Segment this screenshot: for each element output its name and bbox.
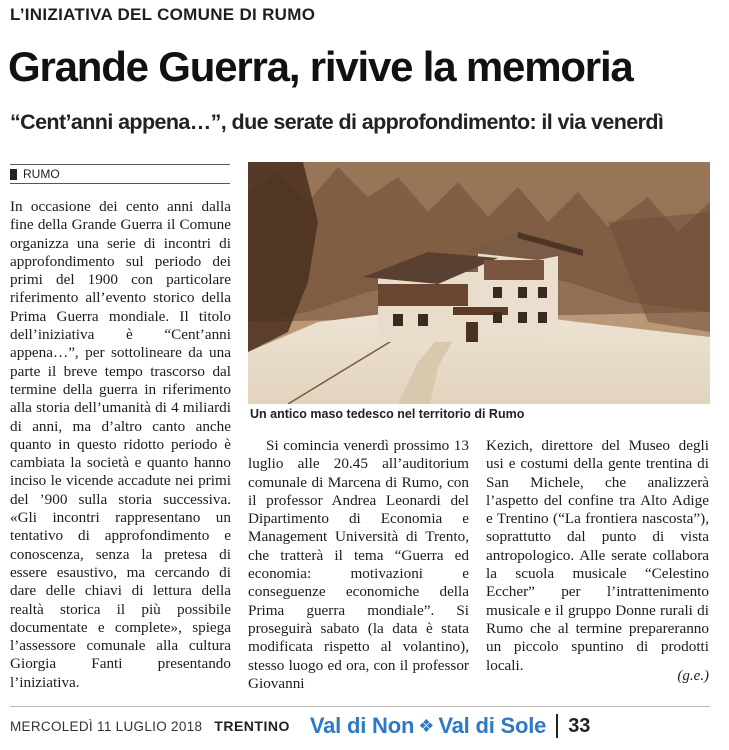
body-column-3	[486, 437, 709, 675]
farmhouse-photo-image	[248, 162, 710, 404]
article-kicker: L’INIZIATIVA DEL COMUNE DI RUMO	[10, 5, 316, 24]
body-paragraph-3: Kezich, direttore del Museo degli usi e costumi della gente trentina di San Michele, che analizzerà l’aspetto del confine tra Alto Adige e Trentino (“La frontiera nascosta”), soprattutto dal punto di vista antropologico. Alle serate collabora la scuola musicale “Celestino Eccher” per l’intrattenimento musicale e il gruppo Donne rurali di Rumo che al termine prepareranno un piccolo spuntino di prodotti locali.	[486, 437, 709, 674]
article-photo	[248, 162, 710, 404]
body-paragraph-2: Si comincia venerdì prossimo 13 luglio alle 20.45 all’auditorium comunale di Marcena di Rumo, con il professor Andrea Leonardi del Dipartimento di Economia e Management Università di Trento, che tratterà il tema “Guerra ed economia: motivazioni e conseguenze economiche della Prima guerra mondiale”. Si proseguirà sabato (la data è stata modificata rispetto al volantino), stesso luogo ed ora, con il professor Giovanni	[248, 437, 469, 692]
section-rule-top	[10, 164, 230, 165]
body-column-1	[10, 198, 231, 692]
section-marker-icon	[10, 169, 17, 180]
diamond-separator-icon: ❖	[418, 715, 435, 736]
section-rule-bottom	[10, 183, 230, 184]
footer-date: MERCOLEDÌ 11 LUGLIO 2018	[10, 718, 203, 734]
page-footer	[10, 712, 590, 740]
footer-paper-name: TRENTINO	[214, 718, 290, 734]
photo-caption: Un antico maso tedesco nel territorio di Rumo	[250, 407, 525, 421]
article-headline: Grande Guerra, rivive la memoria	[8, 43, 633, 90]
article-subhead: “Cent’anni appena…”, due serate di approfondimento: il via venerdì	[10, 110, 664, 134]
footer-divider	[10, 706, 710, 707]
author-signature: (g.e.)	[677, 668, 709, 684]
footer-section-right: Val di Sole	[438, 713, 547, 738]
section-tag-label: RUMO	[23, 167, 60, 181]
footer-bar	[556, 714, 558, 738]
body-column-2	[248, 437, 469, 693]
page-number: 33	[568, 714, 591, 737]
section-tag	[10, 167, 60, 181]
body-paragraph-1: In occasione dei cento anni dalla fine della Grande Guerra il Comune organizza una serie di incontri di approfondimento sul periodo dei primi del 1900 con particolare riferimento all’evento storico della Prima Guerra mondiale. Il titolo dell’iniziativa è “Cent’anni appena…”, per sottolineare da una parte il breve tempo trascorso dal termine della guerra in riferimento alla storia dell’umanità di 4 miliardi di anni, ma d’altro canto anche quanto in questo ridotto periodo è cambiata la società e quanto hanno inciso le vicende accadute nei primi del ’900 sulla storia successiva. «Gli incontri rappresentano un tentativo di approfondimento e conoscenza, senza la pretesa di essere esaustivo, ma cercando di dare delle chiavi di lettura della realtà storica il più possibile documentate e complete», spiega l’assessore comunale alla cultura Giorgia Fanti presentando l’iniziativa.	[10, 198, 231, 691]
footer-section-left: Val di Non	[309, 713, 415, 738]
